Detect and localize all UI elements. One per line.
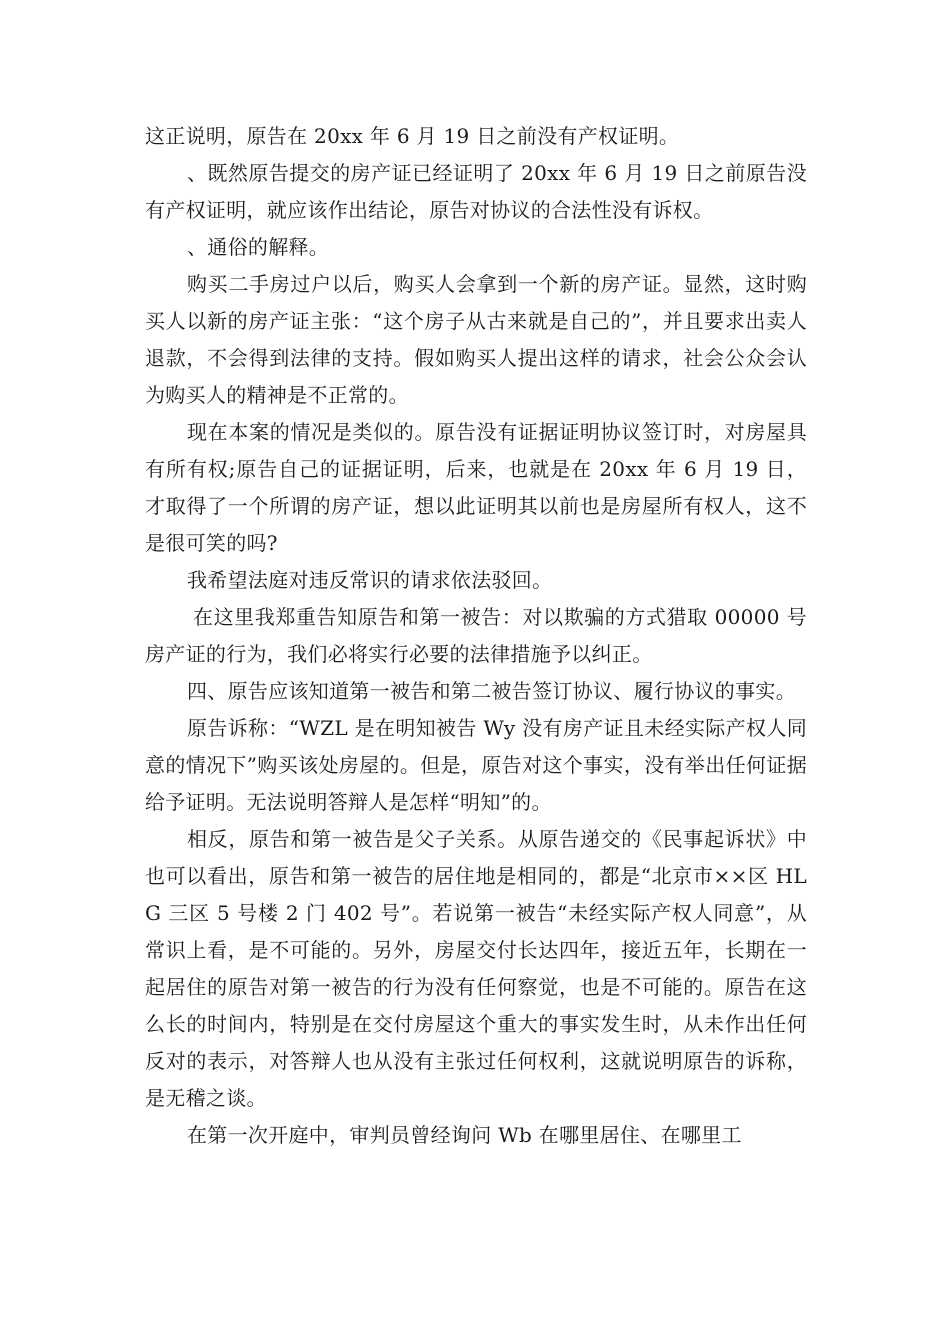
paragraph-6: 我希望法庭对违反常识的请求依法驳回。 [187, 568, 553, 592]
paragraph-5: 现在本案的情况是类似的。原告没有证据证明协议签订时，对房屋具有所有权;原告自己的证据证明，后来，也就是在 20xx 年 6 月 19 日，才取得了一个所谓的房产证，想以此证明其以前也是房屋所有权人，这不是很可笑的吗? [145, 420, 807, 555]
paragraph-4: 购买二手房过户以后，购买人会拿到一个新的房产证。显然，这时购买人以新的房产证主张：“这个房子从古来就是自己的”，并且要求出卖人退款，不会得到法律的支持。假如购买人提出这样的请求，社会公众会认为购买人的精神是不正常的。 [145, 272, 807, 407]
paragraph-9: 原告诉称：“WZL 是在明知被告 Wy 没有房产证且未经实际产权人同意的情况下”购买该处房屋的。但是，原告对这个事实，没有举出任何证据给予证明。无法说明答辩人是怎样“明知”的。 [145, 716, 807, 814]
paragraph-1: 这正说明，原告在 20xx 年 6 月 19 日之前没有产权证明。 [145, 124, 680, 148]
paragraph-3: 、通俗的解释。 [187, 235, 330, 259]
paragraph-8: 四、原告应该知道第一被告和第二被告签订协议、履行协议的事实。 [187, 679, 796, 703]
paragraph-2: 、既然原告提交的房产证已经证明了 20xx 年 6 月 19 日之前原告没有产权证明，就应该作出结论，原告对协议的合法性没有诉权。 [145, 161, 807, 222]
paragraph-11: 在第一次开庭中，审判员曾经询问 Wb 在哪里居住、在哪里工 [187, 1123, 742, 1147]
paragraph-7: 在这里我郑重告知原告和第一被告：对以欺骗的方式猎取 00000 号房产证的行为，我们必将实行必要的法律措施予以纠正。 [145, 605, 807, 666]
document-body [145, 118, 807, 1154]
paragraph-10: 相反，原告和第一被告是父子关系。从原告递交的《民事起诉状》中也可以看出，原告和第一被告的居住地是相同的，都是“北京市××区 HLG 三区 5 号楼 2 门 402 号”。若说第一被告“未经实际产权人同意”，从常识上看，是不可能的。另外，房屋交付长达四年，接近五年，长期在一起居住的原告对第一被告的行为没有任何察觉，也是不可能的。原告在这么长的时间内，特别是在交付房屋这个重大的事实发生时，从未作出任何反对的表示，对答辩人也从没有主张过任何权利，这就说明原告的诉称，是无稽之谈。 [145, 827, 807, 1110]
